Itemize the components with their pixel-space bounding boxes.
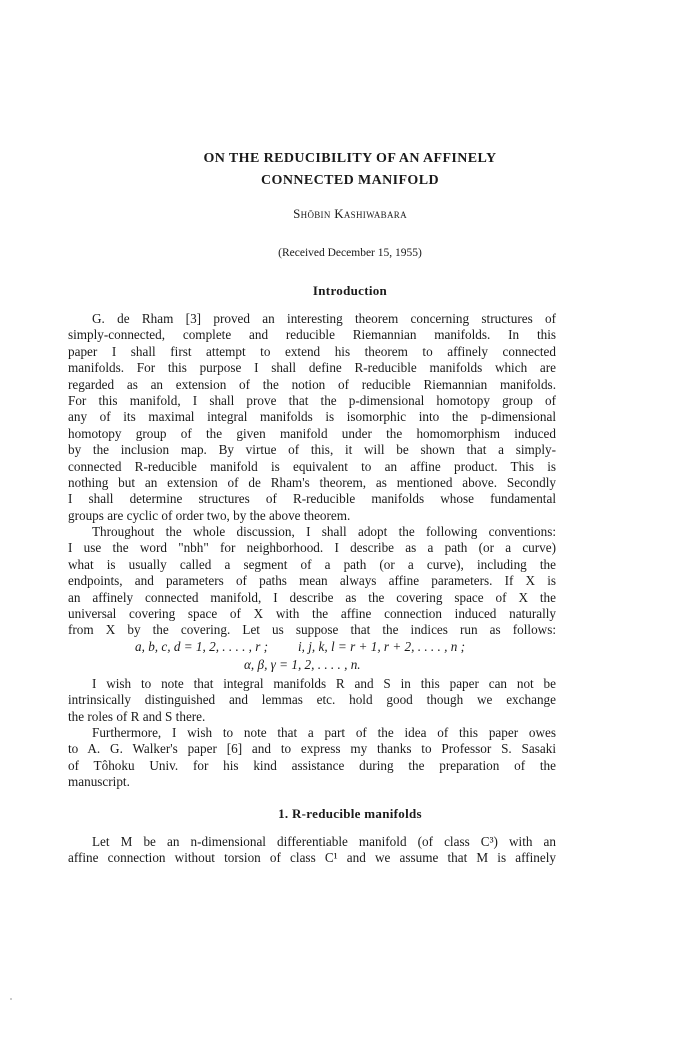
text-line: regarded as an extension of the notion of reducible Riemannian manifolds. [68,376,556,392]
text-line: groups are cyclic of order two, by the above theorem. [68,507,351,523]
section-1-heading: 1. R-reducible manifolds [278,806,422,821]
intro-paragraph-3 [68,676,556,725]
text-line: I shall determine structures of R-reducible manifolds whose fundamental [68,491,556,507]
text-line: an affinely connected manifold, I describe as the covering space of X the [68,589,556,605]
text-line: paper I shall first attempt to extend his theorem to affinely connected [68,343,556,359]
text-line: manifolds. For this purpose I shall define R-reducible manifolds which are [68,360,556,376]
index-convention-formula-greek [0,657,700,675]
text-line: what is usually called a segment of a path (or a curve), including the [68,556,556,572]
formula-latin-a: a, b, c, d = 1, 2, . . . . , r ; [135,639,269,654]
text-line: For this manifold, I shall prove that the p-dimensional homotopy group of [68,393,556,409]
formula-greek: α, β, γ = 1, 2, . . . . , n. [244,657,361,672]
text-line: universal covering space of X with the affine connection induced naturally [68,606,556,622]
title-line-2: CONNECTED MANIFOLD [261,173,439,188]
section-1-paragraph-1 [68,834,556,867]
text-line: Furthermore, I wish to note that a part of the idea of this paper owes [92,725,556,740]
text-line: of Tôhoku Univ. for his kind assistance during the preparation of the [68,757,556,773]
text-line: I wish to note that integral manifolds R and S in this paper can not be [92,676,556,691]
title-line-1: ON THE REDUCIBILITY OF AN AFFINELY [203,151,497,166]
text-line: affine connection without torsion of class C¹ and we assume that M is affinely [68,850,556,866]
formula-latin-i: i, j, k, l = r + 1, r + 2, . . . . , n ; [298,639,465,654]
text-line: to A. G. Walker's paper [6] and to express my thanks to Professor S. Sasaki [68,741,556,757]
text-line: homotopy group of the given manifold under the homomorphism induced [68,425,556,441]
text-line: by the inclusion map. By virtue of this, it will be shown that a simply- [68,442,556,458]
text-line: nothing but an extension of de Rham's theorem, as mentioned above. Secondly [68,475,556,491]
text-line: manuscript. [68,774,130,790]
intro-paragraph-4 [68,725,556,791]
text-line: Let M be an n-dimensional differentiable manifold (of class C³) with an [92,834,556,849]
text-line: G. de Rham [3] proved an interesting theorem concerning structures of [92,311,556,326]
text-line: any of its maximal integral manifolds is isomorphic into the p-dimensional [68,409,556,425]
intro-paragraph-2 [68,524,556,639]
text-line: Throughout the whole discussion, I shall adopt the following conventions: [92,524,556,539]
introduction-heading: Introduction [312,283,388,298]
received-date: (Received December 15, 1955) [278,247,422,259]
text-line: from X by the covering. Let us suppose that the indices run as follows: [68,622,556,638]
index-convention-formula [0,639,700,657]
text-line: connected R-reducible manifold is equivalent to an affine product. This is [68,458,556,474]
intro-paragraph-1 [68,311,556,524]
text-line: simply-connected, complete and reducible Riemannian manifolds. In this [68,327,556,343]
scan-speck [10,998,12,1000]
text-line: I use the word "nbh" for neighborhood. I describe as a path (or a curve) [68,540,556,556]
text-line: intrinsically distinguished and lemmas etc. hold good though we exchange [68,692,556,708]
paper-title [0,148,700,192]
text-line: endpoints, and parameters of paths mean always affine parameters. If X is [68,573,556,589]
author-name: Shōbin Kashiwabara [293,206,407,221]
text-line: the roles of R and S there. [68,708,206,724]
